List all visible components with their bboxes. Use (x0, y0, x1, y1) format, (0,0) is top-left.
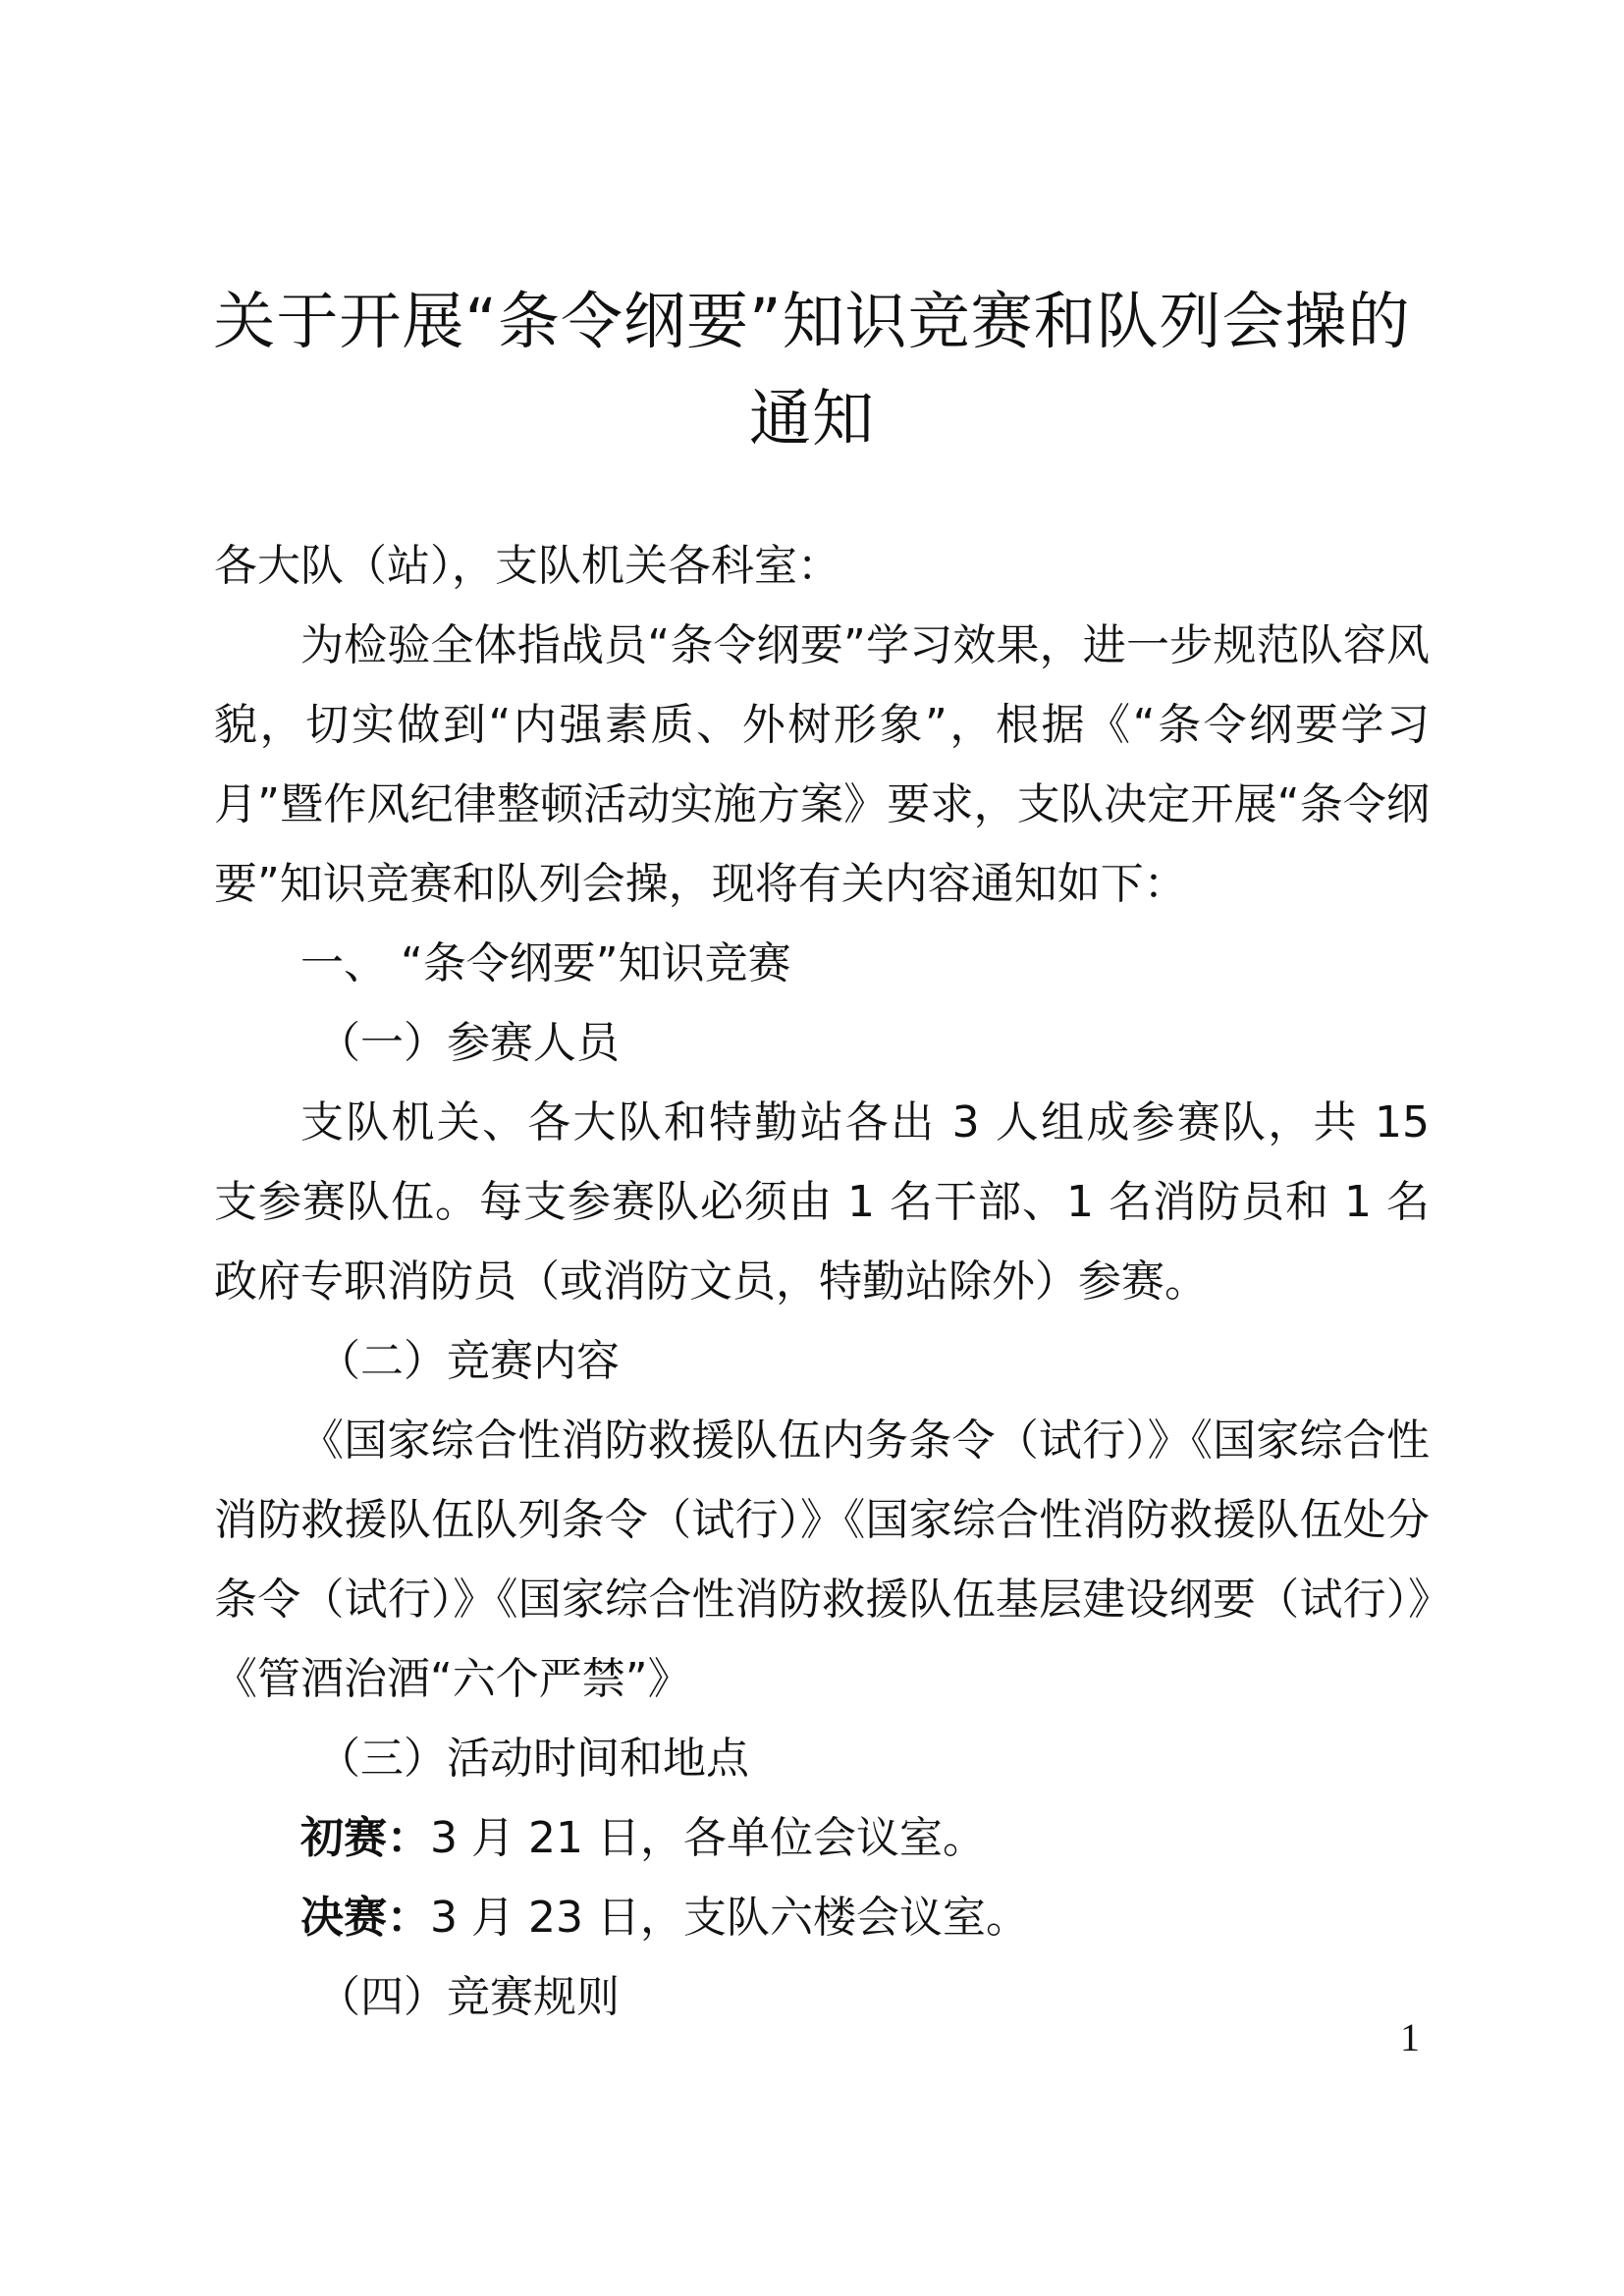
preliminary-round (214, 1798, 1430, 1878)
preliminary-round-text: 3 月 21 日，各单位会议室。 (430, 1813, 986, 1863)
title-line-1: 关于开展“条令纲要”知识竞赛和队列会操的 (213, 286, 1411, 357)
document-title (187, 273, 1437, 467)
subsection-4-heading: （四）竞赛规则 (317, 1972, 620, 2022)
subsection-3-heading: （三）活动时间和地点 (317, 1734, 749, 1784)
document-body (214, 526, 1430, 2037)
final-round-label: 决赛： (300, 1893, 430, 1943)
page-number: 1 (1400, 2015, 1420, 2059)
preliminary-round-label: 初赛： (300, 1813, 430, 1863)
final-round (214, 1878, 1430, 1957)
section-1-heading: 一、 “条令纲要”知识竞赛 (300, 938, 791, 988)
subsection-1-body: 支队机关、各大队和特勤站各出 3 人组成参赛队，共 15 支参赛队伍。每支参赛队必须由 1 名干部、1 名消防员和 1 名政府专职消防员（或消防文员，特勤站除外）参赛。 (214, 1097, 1430, 1307)
intro-paragraph: 为检验全体指战员“条令纲要”学习效果，进一步规范队容风貌，切实做到“内强素质、外树形象”，根据《“条令纲要学习月”暨作风纪律整顿活动实施方案》要求，支队决定开展“条令纲要”知识竞赛和队列会操，现将有关内容通知如下： (214, 620, 1430, 909)
subsection-2-heading: （二）竞赛内容 (317, 1336, 620, 1386)
subsection-2-body: 《国家综合性消防救援队伍内务条令（试行）》《国家综合性消防救援队伍队列条令（试行）》《国家综合性消防救援队伍处分条令（试行）》《国家综合性消防救援队伍基层建设纲要（试行）》《管酒治酒“六个严禁”》 (214, 1415, 1430, 1704)
title-line-2: 通知 (749, 383, 875, 454)
final-round-text: 3 月 23 日，支队六楼会议室。 (430, 1893, 1029, 1943)
subsection-1-heading: （一）参赛人员 (317, 1018, 620, 1068)
salutation: 各大队（站），支队机关各科室： (214, 541, 840, 591)
